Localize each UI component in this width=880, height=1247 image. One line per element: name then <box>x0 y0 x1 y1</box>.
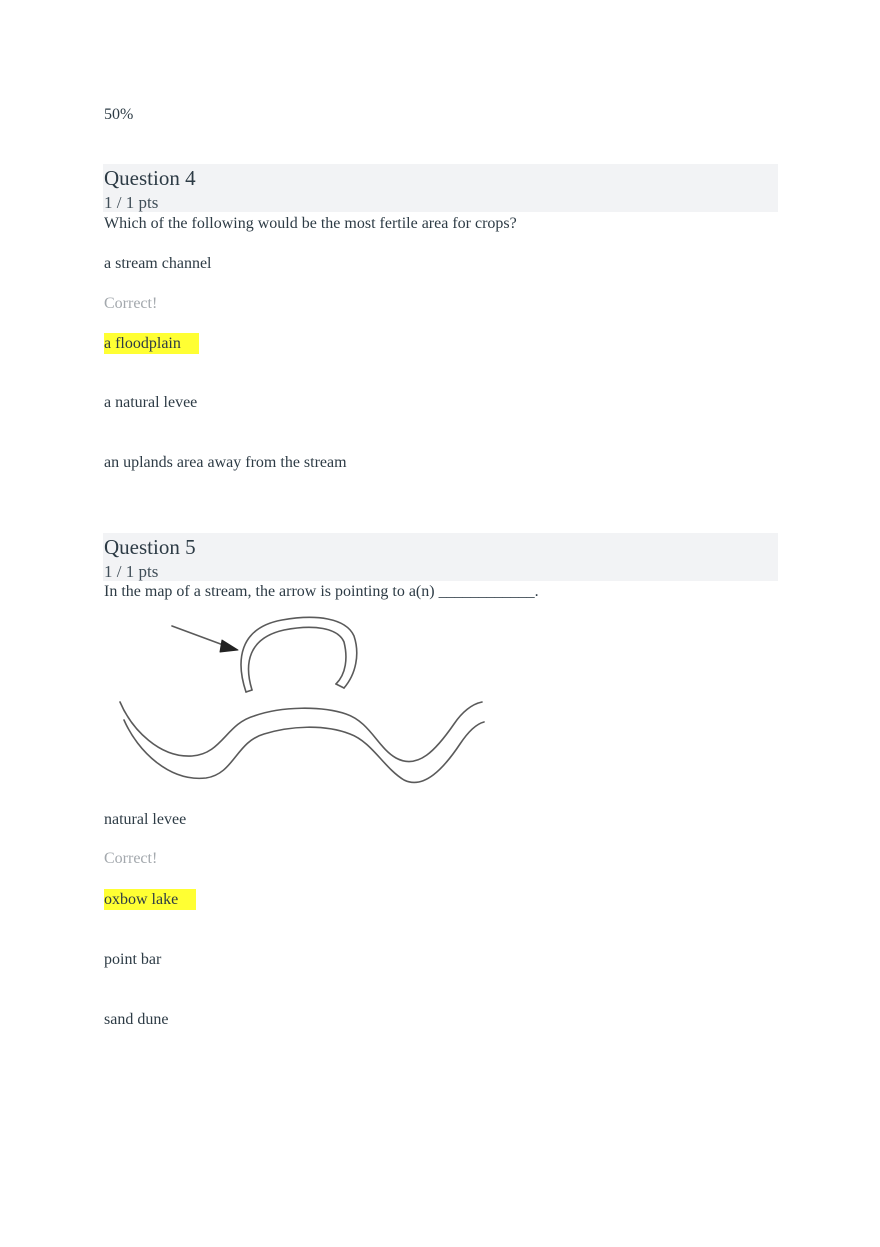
question-5-answer-2-highlight: oxbow lake <box>104 889 196 910</box>
oxbow-lake-end-left <box>246 690 252 692</box>
question-4-correct-label: Correct! <box>104 295 158 312</box>
question-5-answer-2[interactable] <box>104 889 196 910</box>
stream-map-figure <box>114 612 490 790</box>
question-4-answer-3[interactable]: a natural levee <box>104 394 198 411</box>
question-5-answer-1[interactable]: natural levee <box>104 811 187 828</box>
stream-bank-upper <box>120 702 482 762</box>
question-4-header <box>103 164 778 212</box>
oxbow-lake-inner <box>249 627 346 690</box>
question-4-answer-4[interactable]: an uplands area away from the stream <box>104 454 347 471</box>
oxbow-lake-end-right <box>336 684 344 688</box>
question-4-title: Question 4 <box>104 166 196 190</box>
stream-bank-lower <box>124 720 484 782</box>
question-4-text: Which of the following would be the most fertile area for crops? <box>104 215 517 232</box>
arrow-head <box>220 640 238 652</box>
arrow-line <box>172 626 226 646</box>
question-4-answer-2-highlight: a floodplain <box>104 333 199 354</box>
question-4-answer-2[interactable] <box>104 333 199 354</box>
question-4-answer-1[interactable]: a stream channel <box>104 255 212 272</box>
question-5-text: In the map of a stream, the arrow is pointing to a(n) ____________. <box>104 583 539 600</box>
previous-score-text: 50% <box>104 106 134 123</box>
question-5-answer-4[interactable]: sand dune <box>104 1011 169 1028</box>
question-4-points: 1 / 1 pts <box>104 193 159 212</box>
question-5-header <box>103 533 778 581</box>
question-5-points: 1 / 1 pts <box>104 562 159 581</box>
question-5-correct-label: Correct! <box>104 850 158 867</box>
question-5-title: Question 5 <box>104 535 196 559</box>
question-5-answer-3[interactable]: point bar <box>104 951 162 968</box>
